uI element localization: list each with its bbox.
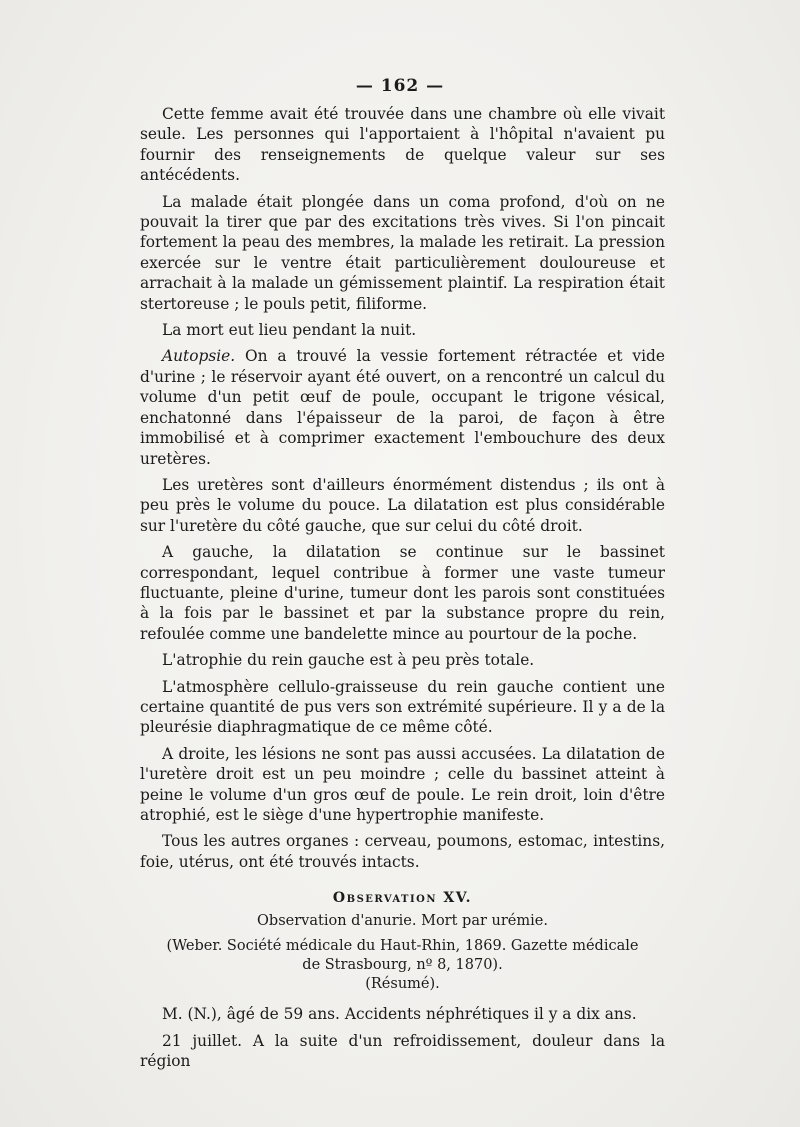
autopsie-lead: Autopsie. — [162, 347, 236, 366]
case-paragraph-2: 21 juillet. A la suite d'un refroidissement, douleur dans la région — [140, 1031, 665, 1071]
paragraph-8: L'atmosphère cellulo-graisseuse du rein gauche contient une certaine quantité de pus vers son extrémité supérieure. Il y a de la pleurésie diaphragmatique de ce même côté. — [140, 677, 665, 737]
paragraph-6: A gauche, la dilatation se continue sur le bassinet correspondant, lequel contribue à former une vaste tumeur fluctuante, pleine d'urine, tumeur dont les parois sont constituées à la fois par le bassinet et par la substance propre du rein, refoulée comme une bandelette mince au pourtour de la poche. — [140, 543, 665, 643]
paragraph-2: La malade était plongée dans un coma profond, d'où on ne pouvait la tirer que par des excitations très vives. Si l'on pincait fortement la peau des membres, la malade les retirait. La pression exercée sur le ventre était particulièrement douloureuse et arrachait à la malade un gémissement plaintif. La respiration était stertoreuse ; le pouls petit, filiforme. — [140, 192, 665, 313]
paragraph-10: Tous les autres organes : cerveau, poumons, estomac, intestins, foie, utérus, ont été trouvés intacts. — [140, 832, 665, 871]
paragraph-autopsie — [140, 346, 665, 468]
observation-reference — [140, 937, 665, 994]
observation-title: Observation XV. — [332, 890, 473, 907]
autopsie-text: On a trouvé la vessie fortement rétractée et vide d'urine ; le réservoir ayant été ouvert, on a rencontré un calcul du volume d'un petit œuf de poule, occupant le trigone vésical, enchatonné dans l'épaisseur de la paroi, de façon à être immobilisé et à comprimer exactement l'embouchure des deux uretères. — [140, 347, 665, 468]
observation-subtitle: Observation d'anurie. Mort par urémie. — [257, 913, 548, 930]
paragraph-9: A droite, les lésions ne sont pas aussi accusées. La dilatation de l'uretère droit est un peu moindre ; celle du bassinet atteint à peine le volume d'un gros œuf de poule. Le rein droit, loin d'être atrophié, est le siège d'une hypertrophie manifeste. — [140, 744, 665, 824]
paragraph-7: L'atrophie du rein gauche est à peu près totale. — [162, 651, 535, 670]
paragraph-3: La mort eut lieu pendant la nuit. — [162, 321, 417, 340]
paragraph-1: Cette femme avait été trouvée dans une chambre où elle vivait seule. Les personnes qui l'apportaient à l'hôpital n'avaient pu fournir des renseignements de quelque valeur sur ses antécédents. — [140, 105, 665, 185]
reference-line-1: (Weber. Société médicale du Haut-Rhin, 1869. Gazette médicale — [166, 938, 639, 955]
case-paragraph-1: M. (N.), âgé de 59 ans. Accidents néphrétiques il y a dix ans. — [162, 1005, 637, 1024]
reference-line-3: (Résumé). — [365, 976, 440, 993]
reference-line-2: de Strasbourg, nº 8, 1870). — [302, 957, 503, 974]
paragraph-5: Les uretères sont d'ailleurs énormément distendus ; ils ont à peu près le volume du pouce. La dilatation est plus considérable sur l'uretère du côté gauche, que sur celui du côté droit. — [140, 475, 665, 535]
page-number: — 162 — — [355, 76, 445, 96]
body-text — [140, 104, 665, 1077]
